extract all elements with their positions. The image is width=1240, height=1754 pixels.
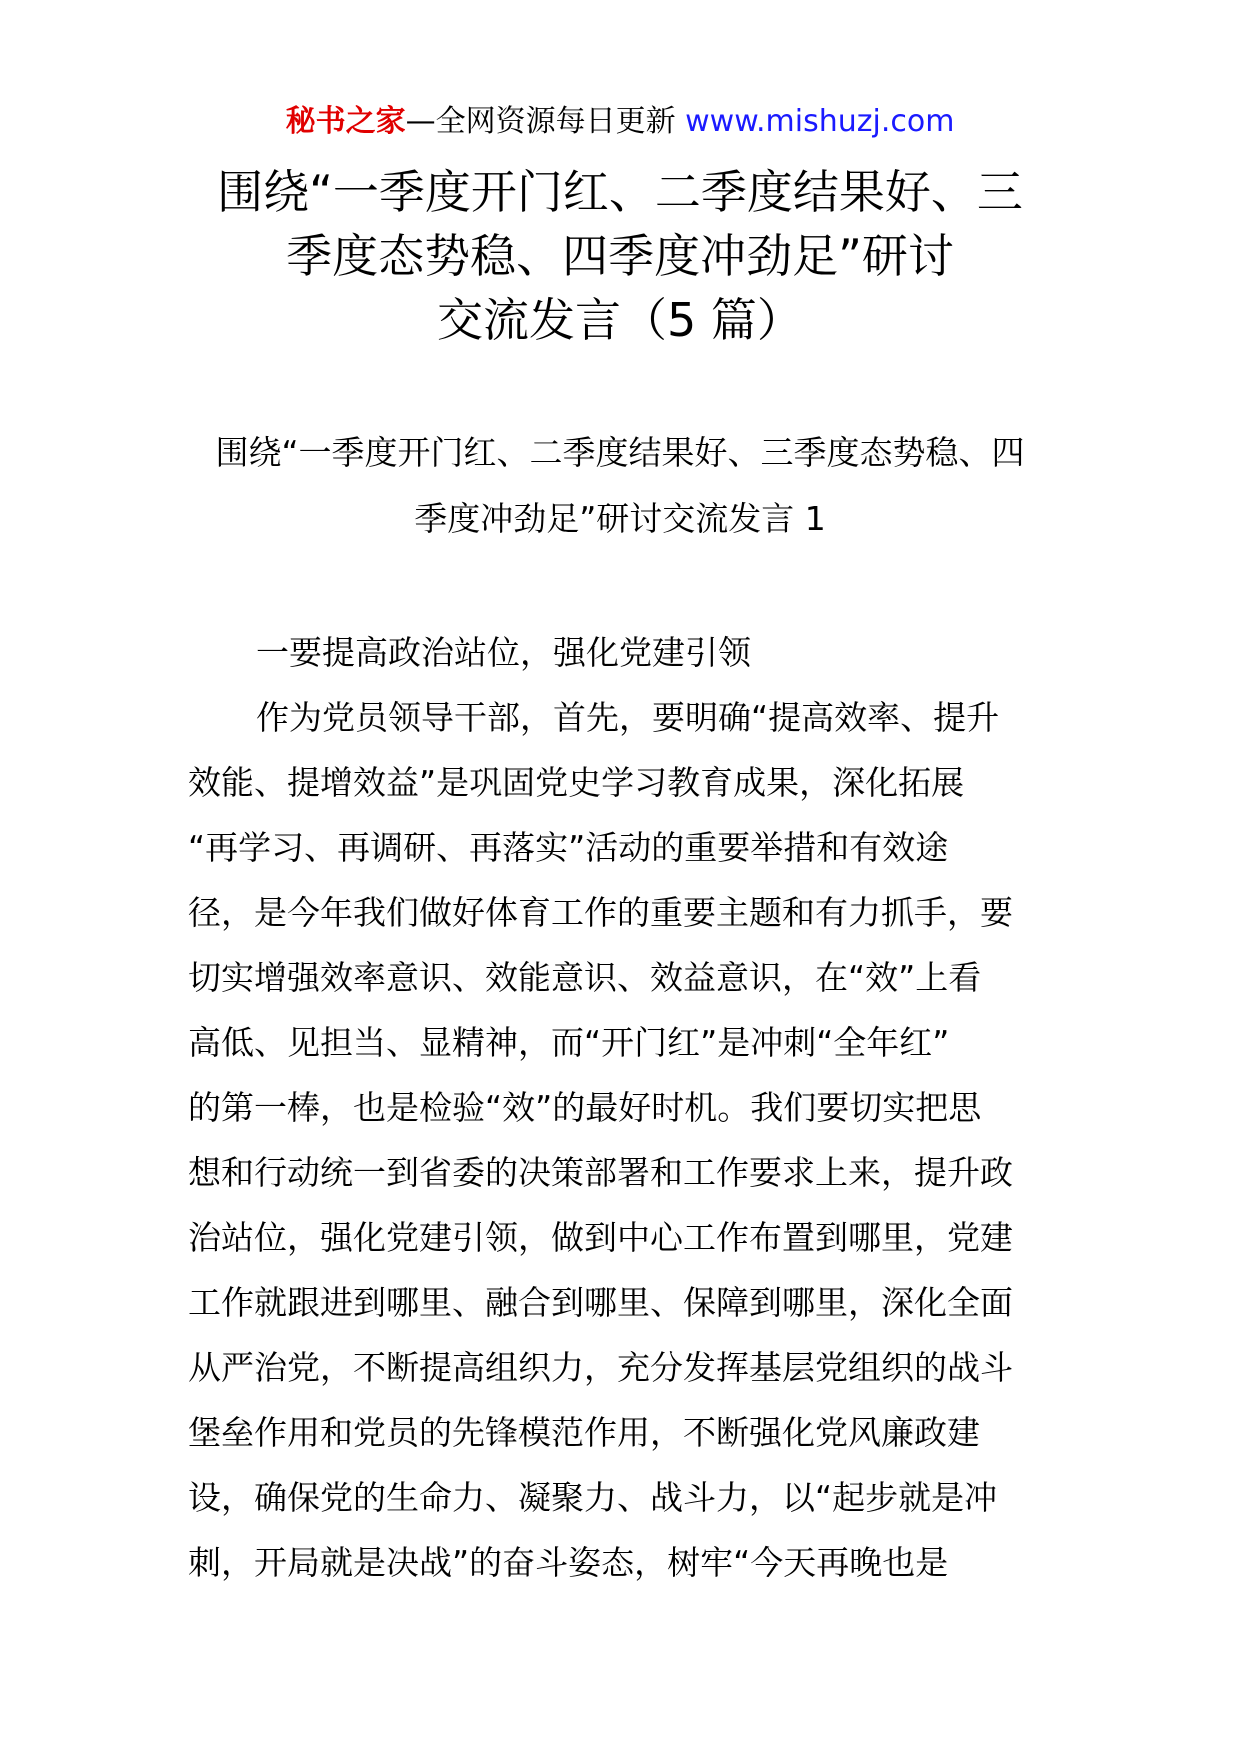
section-title-line: 围绕“一季度开门红、二季度结果好、三季度态势稳、四: [215, 433, 1025, 472]
paragraph-line: 刺，开局就是决战”的奋斗姿态，树牢“今天再晚也是: [188, 1543, 949, 1582]
paragraph-line: 想和行动统一到省委的决策部署和工作要求上来，提升政: [188, 1153, 1013, 1192]
paragraph-line: 的第一棒，也是检验“效”的最好时机。我们要切实把思: [188, 1088, 982, 1127]
header-tagline: —全网资源每日更新: [405, 104, 686, 139]
paragraph-line: 堡垒作用和党员的先锋模范作用，不断强化党风廉政建: [188, 1413, 980, 1452]
paragraph-line: 从严治党，不断提高组织力，充分发挥基层党组织的战斗: [188, 1348, 1013, 1387]
paragraph-line: 切实增强效率意识、效能意识、效益意识，在“效”上看: [188, 958, 982, 997]
paragraph-line: 效能、提增效益”是巩固党史学习教育成果，深化拓展: [188, 763, 965, 802]
header-url-link[interactable]: www.mishuzj.com: [685, 104, 955, 139]
body-text: [188, 620, 1054, 1595]
document-title: [150, 160, 1090, 352]
document-title-line: 季度态势稳、四季度冲劲足”研讨: [286, 229, 954, 283]
document-title-line: 围绕“一季度开门红、二季度结果好、三: [217, 165, 1023, 219]
paragraph-line: 设，确保党的生命力、凝聚力、战斗力，以“起步就是冲: [188, 1478, 998, 1517]
section-heading: 一要提高政治站位，强化党建引领: [256, 633, 751, 672]
section-title: [150, 420, 1090, 552]
document-title-line: 交流发言（5 篇）: [437, 293, 803, 347]
paragraph-line: 作为党员领导干部，首先，要明确“提高效率、提升: [256, 698, 1000, 737]
paragraph-line: 径，是今年我们做好体育工作的重要主题和有力抓手，要: [188, 893, 1013, 932]
section-title-line: 季度冲劲足”研讨交流发言 1: [414, 499, 826, 538]
paragraph-line: 工作就跟进到哪里、融合到哪里、保障到哪里，深化全面: [188, 1283, 1013, 1322]
paragraph-line: 治站位，强化党建引领，做到中心工作布置到哪里，党建: [188, 1218, 1013, 1257]
paragraph-line: 高低、见担当、显精神，而“开门红”是冲刺“全年红”: [188, 1023, 950, 1062]
header-brand: 秘书之家: [285, 104, 406, 139]
paragraph-line: “再学习、再调研、再落实”活动的重要举措和有效途: [188, 828, 949, 867]
site-header: [0, 100, 1240, 144]
